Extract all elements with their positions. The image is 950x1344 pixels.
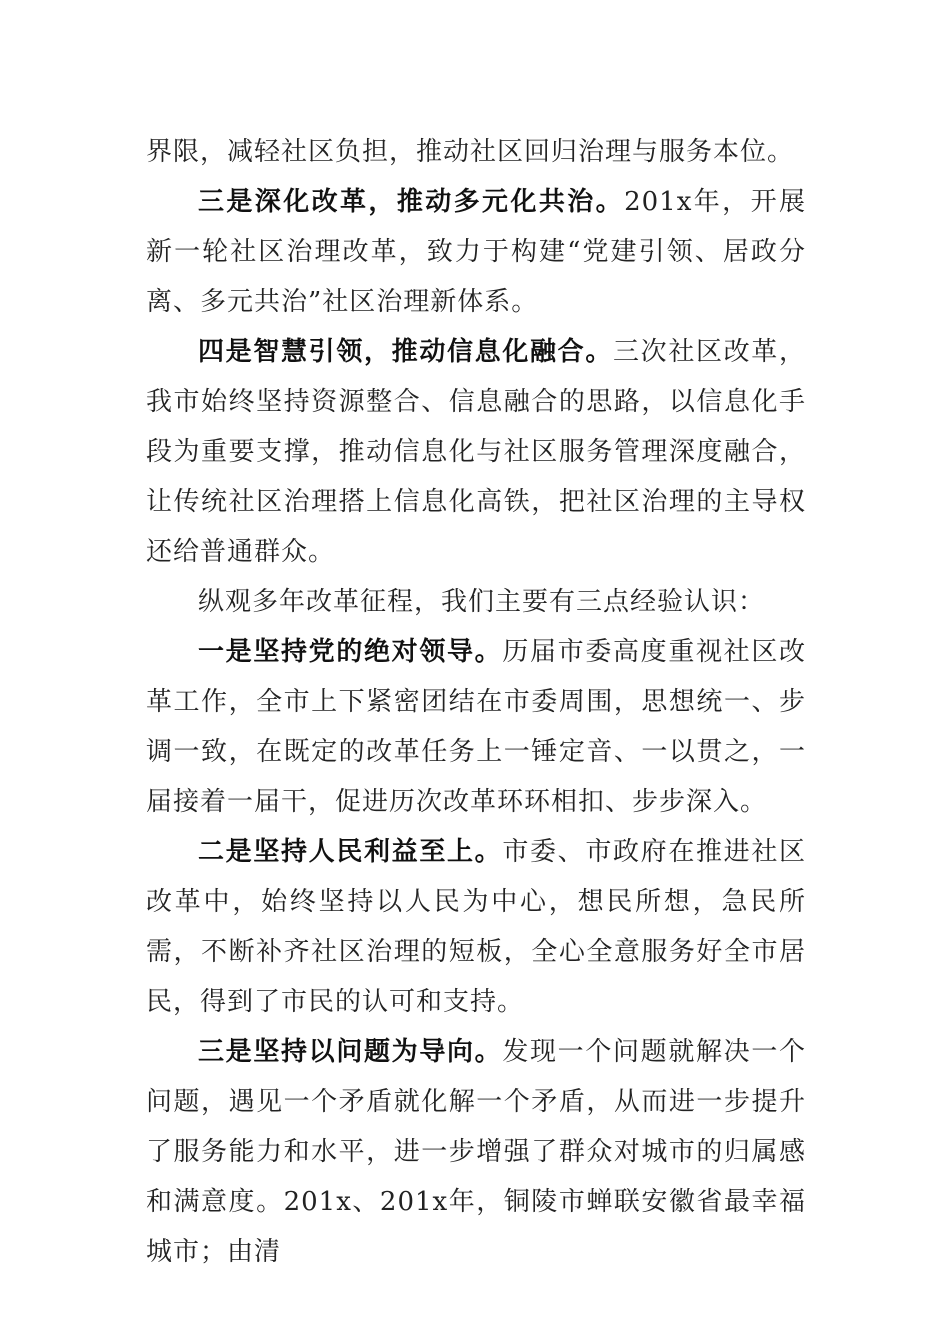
paragraph bbox=[146, 827, 806, 1027]
paragraph-text: 市委、市政府在推进社区改革中，始终坚持以人民为中心，想民所想，急民所需，不断补齐社区治理的短板，全心全意服务好全市居民，得到了市民的认可和支持。 bbox=[146, 837, 806, 1017]
paragraph bbox=[146, 327, 806, 577]
paragraph bbox=[146, 127, 806, 177]
paragraph-lead: 三是深化改革，推动多元化共治。 bbox=[198, 187, 625, 217]
paragraph-text: 历届市委高度重视社区改革工作，全市上下紧密团结在市委周围，思想统一、步调一致，在既定的改革任务上一锤定音、一以贯之，一届接着一届干，促进历次改革环环相扣、步步深入。 bbox=[146, 637, 806, 817]
paragraph-lead: 一是坚持党的绝对领导。 bbox=[198, 637, 503, 667]
paragraph-text: 三次社区改革，我市始终坚持资源整合、信息融合的思路，以信息化手段为重要支撑，推动信息化与社区服务管理深度融合，让传统社区治理搭上信息化高铁，把社区治理的主导权还给普通群众。 bbox=[146, 337, 806, 567]
paragraph-lead: 四是智慧引领，推动信息化融合。 bbox=[198, 337, 613, 367]
paragraph-text: 界限，减轻社区负担，推动社区回归治理与服务本位。 bbox=[146, 137, 795, 167]
paragraph-lead: 三是坚持以问题为导向。 bbox=[198, 1037, 503, 1067]
paragraph-text: 201x年，开展新一轮社区治理改革，致力于构建“党建引领、居政分离、多元共治”社区治理新体系。 bbox=[146, 187, 806, 317]
paragraph bbox=[146, 1027, 806, 1277]
paragraph bbox=[146, 177, 806, 327]
paragraph-text: 发现一个问题就解决一个问题，遇见一个矛盾就化解一个矛盾，从而进一步提升了服务能力和水平，进一步增强了群众对城市的归属感和满意度。201x、201x年，铜陵市蝉联安徽省最幸福城市；由清 bbox=[146, 1037, 806, 1267]
paragraph-text: 纵观多年改革征程，我们主要有三点经验认识： bbox=[198, 587, 766, 617]
paragraph-lead: 二是坚持人民利益至上。 bbox=[198, 837, 503, 867]
paragraph bbox=[146, 627, 806, 827]
paragraph bbox=[146, 577, 806, 627]
document-body bbox=[146, 127, 806, 1277]
